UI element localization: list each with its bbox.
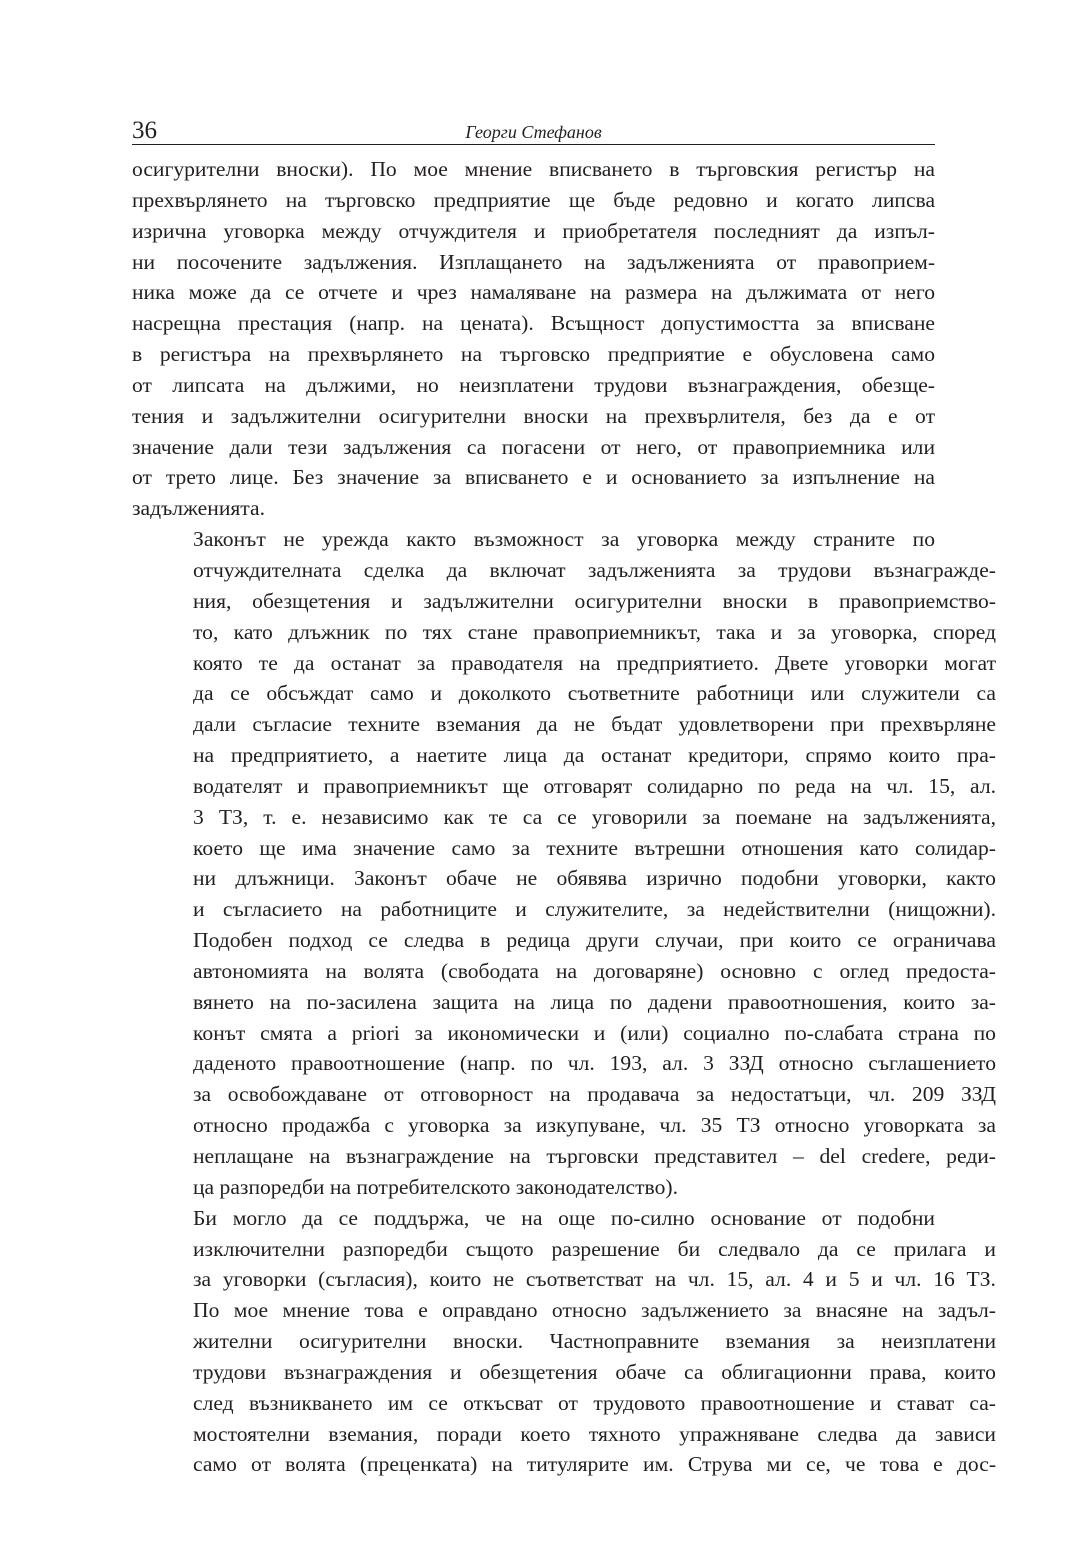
text-line: относно продажба с уговорка за изкупуване, чл. 35 ТЗ относно уговорката за: [193, 1113, 996, 1138]
text-line: задълженията.: [132, 496, 265, 521]
text-line: само от волята (преценката) на титулярите им. Струва ми се, че това е дос-: [193, 1452, 997, 1477]
text-line: ни посочените задължения. Изплащането на задълженията от правоприем-: [132, 249, 936, 274]
text-line: 3 ТЗ, т. е. независимо как те са се уговорили за поемане на задълженията,: [193, 804, 997, 829]
text-line: трудови възнаграждения и обезщетения обаче са облигационни права, които: [193, 1359, 996, 1384]
text-line: отчуждителната сделка да включат задълженията за трудови възнагражде-: [193, 557, 996, 582]
text-line: което ще има значение само за техните вътрешни отношения като солидар-: [193, 835, 996, 860]
text-line: автономията на волята (свободата на договаряне) основно с оглед предоста-: [193, 958, 996, 983]
text-line: водателят и правоприемникът ще отговарят солидарно по реда на чл. 15, ал.: [193, 773, 996, 798]
text-line: насрещна престация (напр. на цената). Всъщност допустимостта за вписване: [132, 311, 935, 336]
text-line: По мое мнение това е оправдано относно задължението за внасяне на задъл-: [193, 1298, 996, 1323]
text-line: след възникването им се откъсват от трудовото правоотношение и стават са-: [193, 1390, 996, 1415]
text-line: даденото правоотношение (напр. по чл. 193, ал. 3 ЗЗД относно съглашението: [193, 1051, 997, 1076]
paragraph: [132, 154, 935, 524]
text-line: тения и задължителни осигурителни вноски на прехвърлителя, без да е от: [132, 403, 936, 428]
text-line: от трето лице. Без значение за вписването е и основанието за изпълнение на: [132, 465, 935, 490]
text-line: ни длъжници. Законът обаче не обявява изрично подобни уговорки, както: [193, 866, 996, 891]
text-line: значение дали тези задължения са погасени от него, от правоприемника или: [132, 434, 936, 459]
text-line: която те да останат за праводателя на предприятието. Двете уговорки могат: [193, 650, 997, 675]
text-line: Би могло да се поддържа, че на още по-силно основание от подобни: [193, 1205, 935, 1230]
body-text: [132, 154, 997, 1480]
book-page: [132, 112, 997, 1480]
page-number: 36: [132, 117, 157, 144]
text-line: от липсата на дължими, но неизплатени трудови възнаграждения, обезще-: [132, 372, 935, 397]
text-line: да се обсъждат само и доколкото съответните работници или служители са: [193, 681, 996, 706]
running-head-author: Георги Стефанов: [465, 122, 602, 142]
text-line: мостоятелни вземания, поради което тяхното упражняване следва да зависи: [193, 1421, 996, 1446]
text-line: и съгласието на работниците и служителите, за недействителни (нищожни).: [193, 897, 997, 922]
text-line: изрична уговорка между отчуждителя и приобретателя последният да изпъл-: [132, 218, 936, 243]
paragraph: [132, 524, 997, 1203]
text-line: то, като длъжник по тях стане правоприемникът, така и за уговорка, според: [193, 619, 997, 644]
text-line: за уговорки (съгласия), които не съответстват на чл. 15, ал. 4 и 5 и чл. 16 ТЗ.: [193, 1267, 996, 1292]
text-line: Законът не урежда както възможност за уговорка между страните по: [193, 527, 935, 552]
text-line: жителни осигурителни вноски. Частноправните вземания за неизплатени: [193, 1329, 997, 1354]
text-line: дали съгласие техните вземания да не бъдат удовлетворени при прехвърляне: [193, 712, 996, 737]
text-line: в регистъра на прехвърлянето на търговско предприятие е обусловена само: [132, 342, 935, 367]
text-line: осигурителни вноски). По мое мнение вписването в търговския регистър на: [132, 157, 936, 181]
running-head: [132, 112, 935, 145]
text-line: Подобен подход се следва в редица други случаи, при които се ограничава: [193, 928, 996, 953]
text-line: на предприятието, а наетите лица да останат кредитори, спрямо които пра-: [193, 743, 997, 768]
paragraph: [132, 1203, 997, 1481]
text-line: неплащане на възнаграждение на търговски представител – del credere, реди-: [193, 1144, 996, 1168]
text-line: ника може да се отчете и чрез намаляване на размера на дължимата от него: [132, 280, 935, 305]
text-line: изключителни разпоредби същото разрешение би следвало да се прилага и: [193, 1236, 996, 1261]
text-line: ния, обезщетения и задължителни осигурителни вноски в правоприемство-: [193, 588, 996, 613]
text-line: конът смята a priori за икономически и (или) социално по-слабата страна по: [193, 1020, 996, 1045]
text-line: за освобождаване от отговорност на продавача за недостатъци, чл. 209 ЗЗД: [193, 1082, 997, 1107]
text-line: вянето на по-засилена защита на лица по дадени правоотношения, които за-: [193, 989, 996, 1014]
text-line: прехвърлянето на търговско предприятие ще бъде редовно и когато липсва: [132, 187, 936, 212]
text-line: ца разпоредби на потребителското законодателство).: [193, 1174, 678, 1199]
